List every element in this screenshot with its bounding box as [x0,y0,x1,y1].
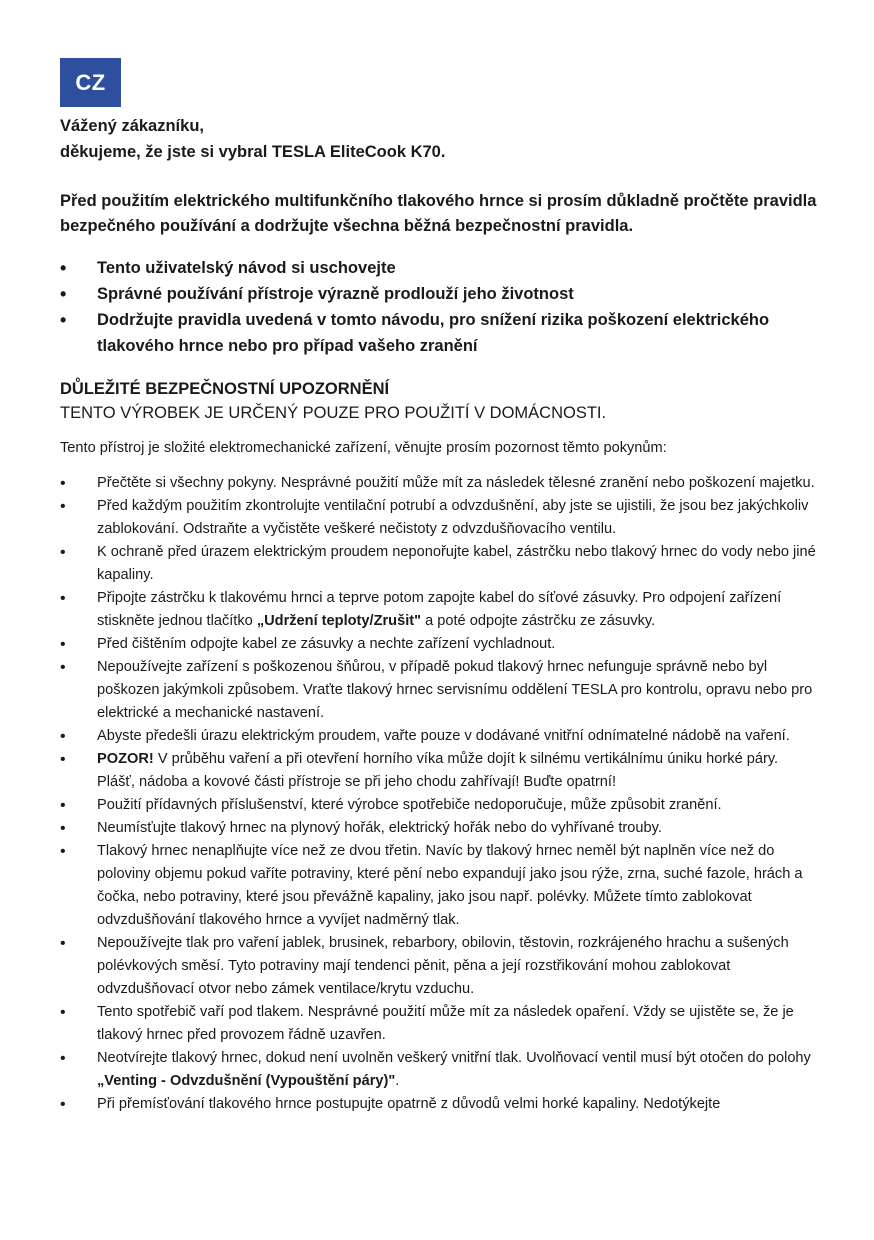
safety-instructions-list [60,472,820,1116]
list-item [60,748,820,794]
list-item: • Správné používání přístroje výrazně prodlouží jeho životnost [60,281,820,307]
list-item: • K ochraně před úrazem elektrickým proudem neponořujte kabel, zástrčku nebo tlakový hrnec do vody nebo jiné kapaliny. [60,541,820,587]
item-text: a poté odpojte zástrčku ze zásuvky. [421,613,656,629]
item-text: V průběhu vaření a při otevření horního víka může dojít k silnému vertikálnímu úniku horké páry. Plášť, nádoba a kovové části přístroje se při jeho chodu zahřívají! Buďte opatrní! [97,751,779,790]
list-item: • Nepoužívejte zařízení s poškozenou šňůrou, v případě pokud tlakový hrnec nefunguje správně nebo byl poškozen jakýmkoli způsobem. Vraťte tlakový hrnec servisnímu oddělení TESLA pro kontrolu, opravu nebo pro elektrické a mechanické nastavení. [60,656,820,725]
list-item: • Nepoužívejte tlak pro vaření jablek, brusinek, rebarbory, obilovin, těstovin, rozkrájeného hrachu a sušených polévkových směsí. Tyto potraviny mají tendenci pěnit, pěna a její rozstřikování mohou zablokovat odvzdušňovací otvor nebo zámek ventilace/krytu vzduchu. [60,932,820,1001]
list-item: • Tlakový hrnec nenaplňujte více než ze dvou třetin. Navíc by tlakový hrnec neměl být naplněn více než do poloviny objemu pokud vaříte potraviny, které pění nebo expandují jako jsou rýže, zrna, suché fazole, hrách a čočka, nebo potraviny, které jsou převážně kapaliny, jako jsou např. polévky. Můžete tímto zablokovat odvzdušňování tlakového hrnce a vyvíjet nadměrný tlak. [60,840,820,932]
list-item: • Tento uživatelský návod si uschovejte [60,255,820,281]
safety-heading: DŮLEŽITÉ BEZPEČNOSTNÍ UPOZORNĚNÍ [60,380,390,398]
list-item [60,1047,820,1093]
item-text: Neotvírejte tlakový hrnec, dokud není uvolněn veškerý vnitřní tlak. Uvolňovací ventil musí být otočen do polohy [97,1050,811,1066]
item-text: . [395,1073,400,1089]
intro-paragraph: Před použitím elektrického multifunkčního tlakového hrnce si prosím důkladně pročtěte pravidla bezpečného používání a dodržujte všechna běžná bezpečnostní pravidla. [60,192,817,235]
lead-paragraph: Tento přístroj je složité elektromechanické zařízení, věnujte prosím pozornost těmto pokynům: [60,440,667,456]
list-item: • Tento spotřebič vaří pod tlakem. Nesprávné použití může mít za následek opaření. Vždy se ujistěte se, že je tlakový hrnec před provozem řádně uzavřen. [60,1001,820,1047]
greeting-line: děkujeme, že jste si vybral TESLA EliteCook K70. [60,143,446,161]
list-item [60,587,820,633]
list-item: • Neumísťujte tlakový hrnec na plynový hořák, elektrický hořák nebo do vyhřívané trouby. [60,817,820,840]
safety-subheading: TENTO VÝROBEK JE URČENÝ POUZE PRO POUŽITÍ V DOMÁCNOSTI. [60,404,607,422]
greeting-line: Vážený zákazníku, [60,117,204,135]
caution-label: POZOR! [97,751,154,767]
key-points-list [60,255,820,359]
list-item: • Před čištěním odpojte kabel ze zásuvky a nechte zařízení vychladnout. [60,633,820,656]
language-badge: CZ [60,58,121,107]
list-item: • Abyste předešli úrazu elektrickým proudem, vařte pouze v dodávané vnitřní odnímatelné nádobě na vaření. [60,725,820,748]
manual-page [60,58,820,1116]
button-reference: „Udržení teploty/Zrušit" [256,613,422,629]
item-text: Připojte zástrčku k tlakovému hrnci a teprve potom zapojte kabel do síťové zásuvky. Pro odpojení zařízení stiskněte jednou tlačítko [97,590,782,629]
list-item: • Použití přídavných příslušenství, které výrobce spotřebiče nedoporučuje, může způsobit zranění. [60,794,820,817]
list-item: • Před každým použitím zkontrolujte ventilační potrubí a odvzdušnění, aby jste se ujistili, že jsou bez jakýchkoliv zablokování. Odstraňte a vyčistěte veškeré nečistoty z odvzdušňovacího ventilu. [60,495,820,541]
list-item: • Při přemísťování tlakového hrnce postupujte opatrně z důvodů velmi horké kapaliny. Nedotýkejte [60,1093,820,1116]
valve-position-reference: „Venting - Odvzdušnění (Vypouštění páry)" [97,1073,396,1089]
greeting [60,113,820,165]
list-item: • Dodržujte pravidla uvedená v tomto návodu, pro snížení rizika poškození elektrického tlakového hrnce nebo pro případ vašeho zranění [60,307,820,359]
list-item: • Přečtěte si všechny pokyny. Nesprávné použití může mít za následek tělesné zranění nebo poškození majetku. [60,472,820,495]
